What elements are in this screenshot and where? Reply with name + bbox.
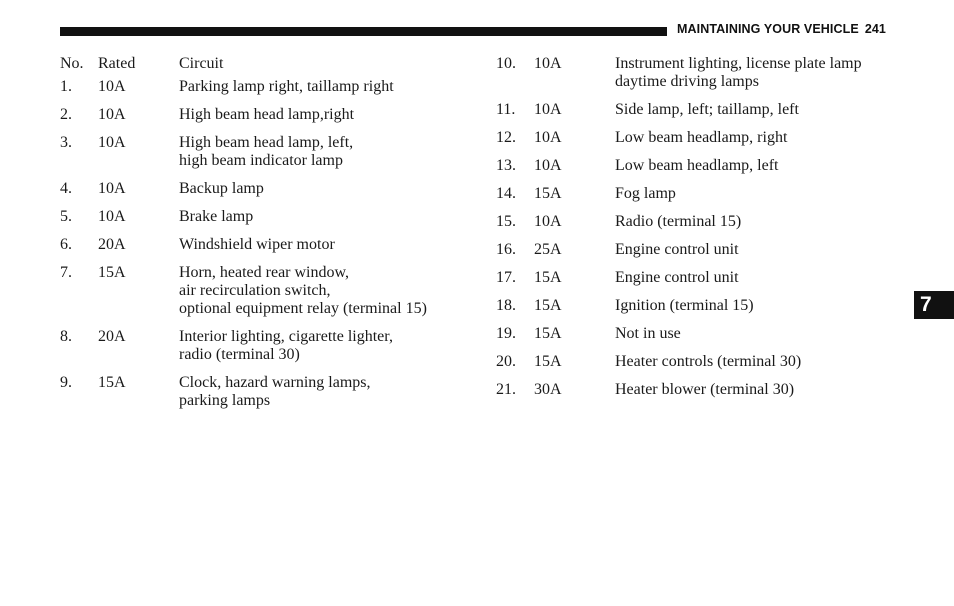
- fuse-row: [496, 241, 900, 259]
- fuse-circuit: [615, 325, 900, 343]
- fuse-rating: 20A: [98, 328, 126, 345]
- circuit-line: Brake lamp: [179, 208, 254, 225]
- fuse-number: 7.: [60, 264, 72, 281]
- fuse-row: [496, 55, 900, 91]
- fuse-row: [496, 381, 900, 399]
- fuse-rating: 10A: [98, 208, 126, 225]
- fuse-rating: 15A: [98, 374, 126, 391]
- fuse-circuit: [615, 157, 900, 175]
- fuse-number: 8.: [60, 328, 72, 345]
- fuse-circuit: [615, 353, 900, 371]
- fuse-row: [496, 297, 900, 315]
- fuse-rating: 15A: [534, 297, 562, 314]
- fuse-rating: 15A: [98, 264, 126, 281]
- fuse-circuit: [615, 185, 900, 203]
- fuse-number: 18.: [496, 297, 516, 314]
- fuse-circuit: [179, 106, 460, 124]
- fuse-circuit: [179, 374, 460, 410]
- fuse-rating: 10A: [534, 101, 562, 118]
- circuit-line: air recirculation switch,: [179, 282, 331, 299]
- header-no: No.: [60, 55, 84, 72]
- fuse-rating: 25A: [534, 241, 562, 258]
- fuse-number: 13.: [496, 157, 516, 174]
- fuse-circuit: [615, 269, 900, 287]
- circuit-line: Engine control unit: [615, 241, 739, 258]
- circuit-line: Instrument lighting, license plate lamp: [615, 55, 862, 72]
- circuit-line: radio (terminal 30): [179, 346, 300, 363]
- running-header: [677, 22, 886, 36]
- fuse-number: 4.: [60, 180, 72, 197]
- fuse-circuit: [615, 213, 900, 231]
- fuse-row: [496, 157, 900, 175]
- circuit-line: Backup lamp: [179, 180, 264, 197]
- fuse-circuit: [179, 236, 460, 254]
- fuse-row: [60, 106, 460, 124]
- fuse-number: 21.: [496, 381, 516, 398]
- fuse-circuit: [179, 180, 460, 198]
- fuse-row: [60, 328, 460, 364]
- fuse-circuit: [179, 264, 460, 318]
- circuit-line: Side lamp, left; taillamp, left: [615, 101, 799, 118]
- fuse-row: [60, 374, 460, 410]
- fuse-number: 12.: [496, 129, 516, 146]
- fuse-number: 14.: [496, 185, 516, 202]
- fuse-row: [496, 269, 900, 287]
- header-rated: Rated: [98, 55, 136, 72]
- fuse-number: 6.: [60, 236, 72, 253]
- fuse-row: [496, 213, 900, 231]
- fuse-row: [496, 185, 900, 203]
- fuse-rating: 10A: [98, 106, 126, 123]
- page-number: 241: [864, 22, 886, 36]
- circuit-line: Windshield wiper motor: [179, 236, 335, 253]
- fuse-number: 3.: [60, 134, 72, 151]
- circuit-line: Radio (terminal 15): [615, 213, 742, 230]
- fuse-row: [60, 264, 460, 318]
- section-title: MAINTAINING YOUR VEHICLE: [677, 22, 859, 36]
- fuse-rating: 10A: [534, 55, 562, 72]
- fuse-row: [60, 208, 460, 226]
- circuit-line: Low beam headlamp, right: [615, 129, 788, 146]
- fuse-circuit: [615, 55, 900, 91]
- fuse-row: [496, 325, 900, 343]
- circuit-line: Heater controls (terminal 30): [615, 353, 802, 370]
- fuse-row: [496, 129, 900, 147]
- fuse-circuit: [179, 208, 460, 226]
- fuse-row: [60, 180, 460, 198]
- fuse-rating: 15A: [534, 353, 562, 370]
- fuse-rating: 30A: [534, 381, 562, 398]
- circuit-line: Clock, hazard warning lamps,: [179, 374, 371, 391]
- fuse-row: [60, 236, 460, 254]
- fuse-number: 11.: [496, 101, 516, 118]
- fuse-number: 19.: [496, 325, 516, 342]
- fuse-rating: 15A: [534, 269, 562, 286]
- fuse-circuit: [179, 328, 460, 364]
- circuit-line: High beam head lamp, left,: [179, 134, 354, 151]
- circuit-line: Parking lamp right, taillamp right: [179, 78, 394, 95]
- fuse-number: 5.: [60, 208, 72, 225]
- fuse-table-left: [60, 55, 460, 410]
- fuse-rating: 20A: [98, 236, 126, 253]
- fuse-circuit: [179, 134, 460, 170]
- circuit-line: Not in use: [615, 325, 681, 342]
- fuse-row: [496, 353, 900, 371]
- circuit-line: Fog lamp: [615, 185, 676, 202]
- fuse-circuit: [179, 78, 460, 96]
- circuit-line: Interior lighting, cigarette lighter,: [179, 328, 393, 345]
- fuse-number: 16.: [496, 241, 516, 258]
- fuse-circuit: [615, 297, 900, 315]
- circuit-line: optional equipment relay (terminal 15): [179, 300, 427, 317]
- fuse-rating: 10A: [98, 180, 126, 197]
- fuse-rating: 10A: [534, 129, 562, 146]
- circuit-line: Ignition (terminal 15): [615, 297, 754, 314]
- circuit-line: parking lamps: [179, 392, 271, 409]
- circuit-line: daytime driving lamps: [615, 73, 759, 90]
- fuse-row: [60, 78, 460, 96]
- header-circuit: Circuit: [179, 55, 224, 72]
- fuse-number: 9.: [60, 374, 72, 391]
- circuit-line: high beam indicator lamp: [179, 152, 343, 169]
- fuse-number: 1.: [60, 78, 72, 95]
- header-rule: [60, 27, 667, 36]
- fuse-number: 10.: [496, 55, 516, 72]
- fuse-number: 20.: [496, 353, 516, 370]
- fuse-circuit: [615, 241, 900, 259]
- circuit-line: Horn, heated rear window,: [179, 264, 350, 281]
- fuse-circuit: [615, 101, 900, 119]
- fuse-rating: 15A: [534, 325, 562, 342]
- fuse-rating: 10A: [534, 157, 562, 174]
- circuit-line: Heater blower (terminal 30): [615, 381, 795, 398]
- fuse-rating: 10A: [98, 78, 126, 95]
- fuse-rating: 10A: [98, 134, 126, 151]
- fuse-circuit: [615, 381, 900, 399]
- fuse-circuit: [615, 129, 900, 147]
- fuse-rating: 15A: [534, 185, 562, 202]
- fuse-row: [496, 101, 900, 119]
- circuit-line: Low beam headlamp, left: [615, 157, 779, 174]
- circuit-line: Engine control unit: [615, 269, 739, 286]
- table-header-row: [60, 55, 460, 73]
- fuse-row: [60, 134, 460, 170]
- circuit-line: High beam head lamp,right: [179, 106, 355, 123]
- chapter-tab: 7: [914, 291, 954, 319]
- fuse-rating: 10A: [534, 213, 562, 230]
- fuse-table-right: [496, 55, 900, 399]
- fuse-number: 17.: [496, 269, 516, 286]
- fuse-number: 2.: [60, 106, 72, 123]
- fuse-number: 15.: [496, 213, 516, 230]
